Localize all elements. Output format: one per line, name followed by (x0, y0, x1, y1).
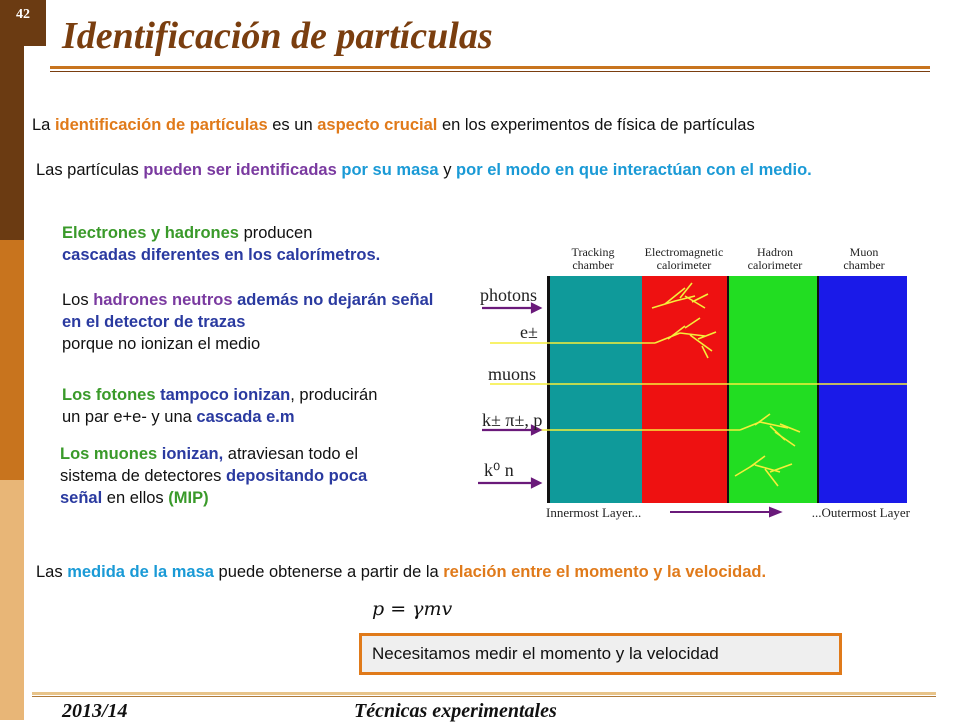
label-outermost: ...Outermost Layer (811, 505, 910, 520)
photons-part: , producirán (290, 386, 378, 404)
layer-tracking (550, 276, 642, 503)
label-muons: muons (488, 364, 537, 384)
layer-order-arrowhead (770, 508, 780, 516)
mass-text (36, 561, 916, 583)
muons-part: sistema de detectores (60, 467, 226, 485)
identify-highlight: por el modo en que interactúan con el medio. (456, 161, 812, 179)
muons-highlight: (MIP) (168, 489, 209, 507)
cascades-part: producen (238, 224, 313, 242)
intro-part: en los experimentos de física de partículas (437, 116, 755, 134)
sidebar-band-orange (0, 240, 24, 480)
cascades-highlight: cascadas diferentes en los calorímetros. (62, 246, 381, 264)
layer-em-calorimeter (642, 276, 727, 503)
header-muon-line2: chamber (843, 258, 885, 272)
header-tracking-line1: Tracking (571, 245, 615, 259)
footer-divider-thin (32, 696, 936, 697)
identify-part: y (438, 161, 457, 179)
photons-part: un par e+e- y una (62, 408, 197, 426)
label-innermost: Innermost Layer... (546, 505, 642, 520)
muons-part: en ellos (102, 489, 169, 507)
muons-highlight: ionizan, (157, 445, 224, 463)
identify-text (36, 159, 916, 181)
muons-highlight: depositando poca (226, 467, 368, 485)
momentum-formula: p = γmv (372, 598, 453, 620)
photon-arrowhead (532, 304, 540, 312)
cascades-text (62, 222, 482, 266)
sidebar-band-light (0, 480, 24, 720)
intro-highlight: identificación de partículas (54, 116, 268, 134)
muons-highlight: Los muones (60, 445, 158, 463)
muons-text (60, 443, 470, 509)
intro-highlight: aspecto crucial (317, 116, 438, 134)
label-electrons: e± (520, 322, 538, 342)
mass-highlight: medida de la masa (67, 563, 214, 581)
layer-muon-chamber (819, 276, 907, 503)
photons-highlight: cascada e.m (196, 408, 295, 426)
diagram-headers (572, 245, 885, 272)
label-neutral-hadrons: k⁰ n (484, 460, 514, 480)
header-hadron-line1: Hadron (757, 245, 793, 259)
neutral-hadrons-text (62, 289, 447, 355)
label-photons: photons (480, 285, 538, 305)
header-tracking-line2: chamber (572, 258, 614, 272)
footer-divider (32, 692, 936, 695)
neutral-highlight: hadrones neutros (93, 291, 233, 309)
photons-text (62, 384, 482, 428)
intro-part: es un (267, 116, 318, 134)
mass-part: Las (36, 563, 68, 581)
header-em-line1: Electromagnetic (644, 245, 724, 259)
page-title: Identificación de partículas (62, 15, 493, 57)
identify-highlight: por su masa (341, 161, 439, 179)
particle-labels (480, 285, 542, 480)
header-muon-line1: Muon (849, 245, 879, 259)
neutral-highlight: además no dejarán señal en el detector de trazas (62, 291, 434, 331)
footer-course: Técnicas experimentales (354, 700, 557, 722)
muons-highlight: señal (60, 489, 103, 507)
header-em-line2: calorimeter (656, 258, 712, 272)
header-hadron-line2: calorimeter (747, 258, 803, 272)
cascades-highlight: Electrones y hadrones (62, 224, 239, 242)
slide-number: 42 (0, 0, 46, 46)
detector-diagram (470, 236, 918, 526)
footer-year: 2013/14 (62, 700, 128, 722)
layer-hadron-calorimeter (729, 276, 817, 503)
label-charged-hadrons: k± π±, p (482, 410, 543, 430)
mass-highlight: relación entre el momento y la velocidad. (443, 563, 767, 581)
intro-part: La (32, 116, 55, 134)
layer-order-arrow (670, 508, 780, 516)
neutral-part: porque no ionizan el medio (62, 335, 261, 353)
neutral-part: Los (62, 291, 94, 309)
mass-part: puede obtenerse a partir de la (213, 563, 444, 581)
neutral-arrowhead (532, 479, 540, 487)
identify-part: Las partículas (36, 161, 144, 179)
identify-highlight: pueden ser identificadas (143, 161, 337, 179)
muons-part: atraviesan todo el (223, 445, 359, 463)
photons-highlight: Los fotones (62, 386, 156, 404)
sidebar-decoration (0, 0, 24, 720)
conclusion-box: Necesitamos medir el momento y la velocidad (359, 633, 842, 675)
photons-highlight: tampoco ionizan (160, 386, 291, 404)
title-divider (50, 66, 930, 69)
intro-text (32, 114, 755, 136)
title-divider-thin (50, 71, 930, 72)
